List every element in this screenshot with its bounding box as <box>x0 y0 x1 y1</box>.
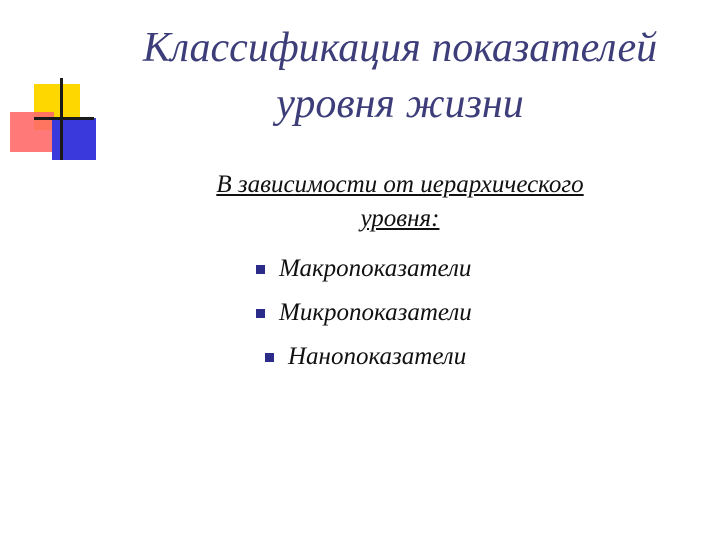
square-bullet-icon <box>256 265 265 274</box>
title-line-2: уровня жизни <box>276 81 524 127</box>
slide-title <box>100 20 700 132</box>
square-bullet-icon <box>265 353 274 362</box>
subtitle-line-1: В зависимости от иерархического <box>216 171 584 198</box>
bullet-label: Макропоказатели <box>279 255 472 282</box>
blue-square-shape <box>52 118 96 160</box>
slide-subtitle <box>140 168 660 236</box>
bullet-label: Микропоказатели <box>279 299 472 326</box>
title-line-1: Классификация показателей <box>142 25 658 71</box>
list-item <box>256 252 471 286</box>
list-item <box>256 296 472 330</box>
horizontal-line-shape <box>34 117 94 120</box>
subtitle-line-2: уровня: <box>360 205 440 232</box>
square-bullet-icon <box>256 309 265 318</box>
bullet-label: Нанопоказатели <box>288 343 467 370</box>
list-item <box>265 340 466 374</box>
